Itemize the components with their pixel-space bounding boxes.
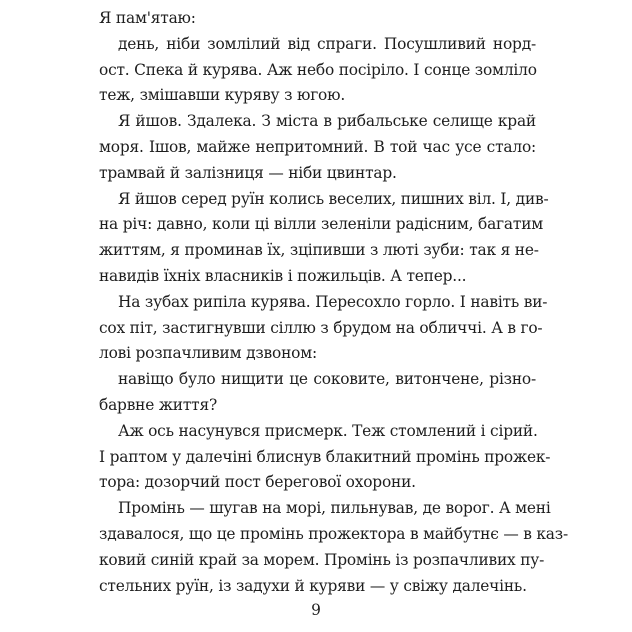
text-line: тора: дозорчий пост берегової охорони. (99, 473, 416, 492)
text-line: трамвай й залізниця — ніби цвинтар. (99, 163, 397, 182)
paragraph-4 (99, 187, 549, 290)
text-line: сох піт, застигнувши сіллю з брудом на обличчі. А в го- (99, 318, 543, 337)
text-line: стельних руїн, із задухи й куряви — у свіжу далечінь. (99, 576, 527, 595)
page-number: 9 (311, 601, 321, 619)
text-line: день, ніби зомлілий від спраги. Посушливий норд- (118, 34, 536, 53)
text-line: Промінь — шугав на морі, пильнував, де ворог. А мені (118, 499, 551, 518)
paragraph-1 (99, 6, 536, 32)
text-line: Аж ось насунувся присмерк. Теж стомлений і сірий. (118, 421, 538, 440)
text-line: навидів їхніх власників і пожильців. А тепер... (99, 266, 467, 285)
text-line: моря. Ішов, майже непритомний. В той час усе стало: (99, 137, 536, 156)
text-line: життям, я проминав їх, зціпивши з люті зуби: так я не- (99, 241, 539, 260)
text-line: І раптом у далечіні блиснув блакитний промінь прожек- (99, 447, 551, 466)
paragraph-7 (99, 419, 551, 496)
text-line: здавалося, що це промінь прожектора в майбутнє — в каз- (99, 524, 568, 543)
text-line: Я йшов серед руїн колись веселих, пишних віл. І, див- (118, 189, 549, 208)
text-line: ост. Спека й курява. Аж небо посіріло. І сонце зомліло (99, 60, 537, 79)
paragraph-5 (99, 290, 548, 367)
body-text (99, 6, 568, 599)
text-line: лові розпачливим дзвоном: (99, 344, 317, 363)
text-line: На зубах рипіла курява. Пересохло горло. І навіть ви- (118, 292, 548, 311)
paragraph-3 (99, 109, 536, 186)
text-line: Я пам'ятаю: (99, 9, 196, 27)
text-line: Я йшов. Здалека. З міста в рибальське селище край (118, 112, 536, 131)
paragraph-6 (99, 367, 536, 419)
paragraph-2 (99, 32, 536, 109)
paragraph-8 (99, 496, 568, 599)
text-line: на річ: давно, коли ці вілли зеленіли радісним, багатим (99, 215, 544, 234)
text-line: навіщо було нищити це соковите, витончене, різно- (118, 370, 536, 389)
text-line: ковий синій край за морем. Промінь із розпачливих пу- (99, 550, 545, 569)
text-line: барвне життя? (99, 395, 218, 414)
text-line: теж, змішавши куряву з югою. (99, 86, 346, 105)
